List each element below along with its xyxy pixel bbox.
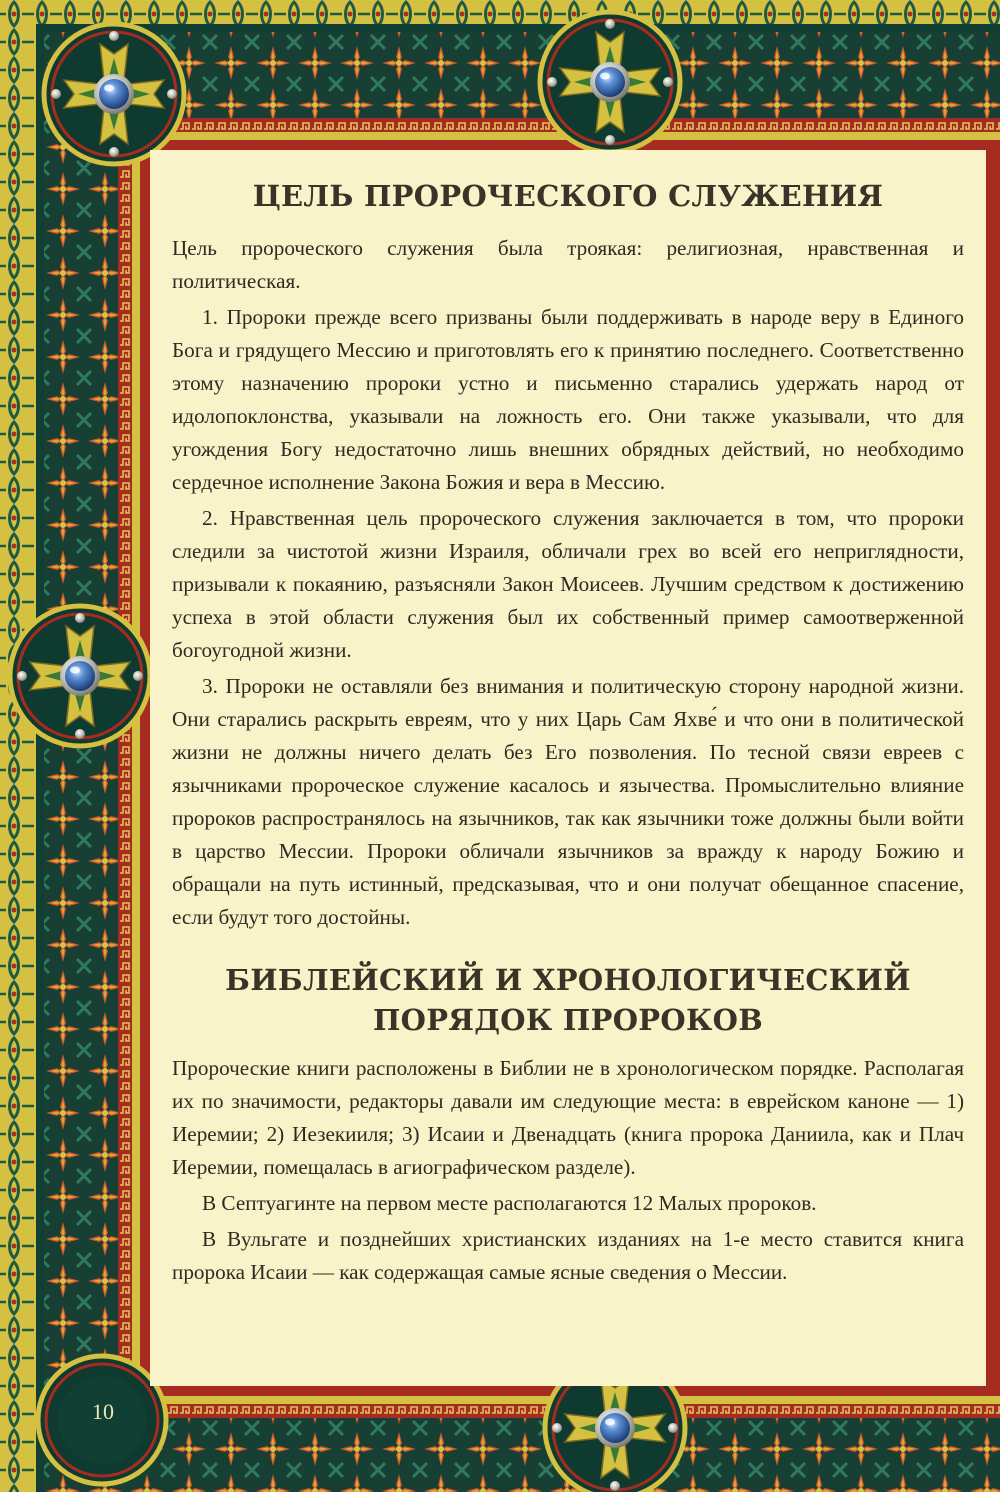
text-panel	[150, 150, 986, 1386]
title-line-1: БИБЛЕЙСКИЙ И ХРОНОЛОГИЧЕСКИЙ	[225, 963, 911, 997]
title-line-2: ПОРЯДОК ПРОРОКОВ	[372, 1003, 764, 1037]
section-title-order-of-prophets	[172, 960, 964, 1040]
paragraph: 2. Нравственная цель пророческого служения заключается в том, что пророки следили за чистотой жизни Израиля, обличали грех во всей его неприглядности, призывали к покаянию, разъясняли Закон Моисеев. Лучшим средством к достижению успеха в этой области служения был их собственный пример самоотверженной богоугодной жизни.	[172, 506, 964, 662]
page-number: 10	[92, 1399, 114, 1424]
paragraph: В Вульгате и позднейших христианских изданиях на 1-е место ставится книга пророка Исаии — как содержащая самые ясные сведения о Мессии.	[172, 1227, 964, 1284]
paragraph: Цель пророческого служения была троякая: религиозная, нравственная и политическая.	[172, 236, 964, 293]
paragraph: 3. Пророки не оставляли без внимания и политическую сторону народной жизни. Они старались раскрыть евреям, что у них Царь Сам Яхве́ и что они в политической жизни не должны ничего делать без Его позволения. По тесной связи евреев с язычниками пророческое служение касалось и язычества. Промыслительно влияние пророков распространялось на язычников, так как язычники тоже должны были войти в царство Мессии. Пророки обличали язычников за вражду к народу Божию и обращали на путь истинный, предсказывая, что и они получат обещанное спасение, если будут того достойны.	[172, 674, 964, 929]
section-title-prophetic-service: ЦЕЛЬ ПРОРОЧЕСКОГО СЛУЖЕНИЯ	[252, 179, 884, 213]
paragraph: Пророческие книги расположены в Библии не в хронологическом порядке. Располагая их по значимости, редакторы давали им следующие места: в еврейском каноне — 1) Иеремии; 2) Иезекииля; 3) Исаии и Двенадцать (книга пророка Даниила, как и Плач Иеремии, помещалась в агиографическом разделе).	[172, 1056, 964, 1179]
paragraph: 1. Пророки прежде всего призваны были поддерживать в народе веру в Единого Бога и грядущего Мессию и приготовлять его к принятию последнего. Соответственно этому назначению пророки устно и письменно старались удержать народ от идолопоклонства, указывали на ложность его. Они также указывали, что для угождения Богу недостаточно лишь внешних обрядных действий, но необходимо сердечное исполнение Закона Божия и вера в Мессию.	[172, 305, 964, 494]
paragraph: В Септуагинте на первом месте располагаются 12 Малых пророков.	[202, 1191, 817, 1215]
